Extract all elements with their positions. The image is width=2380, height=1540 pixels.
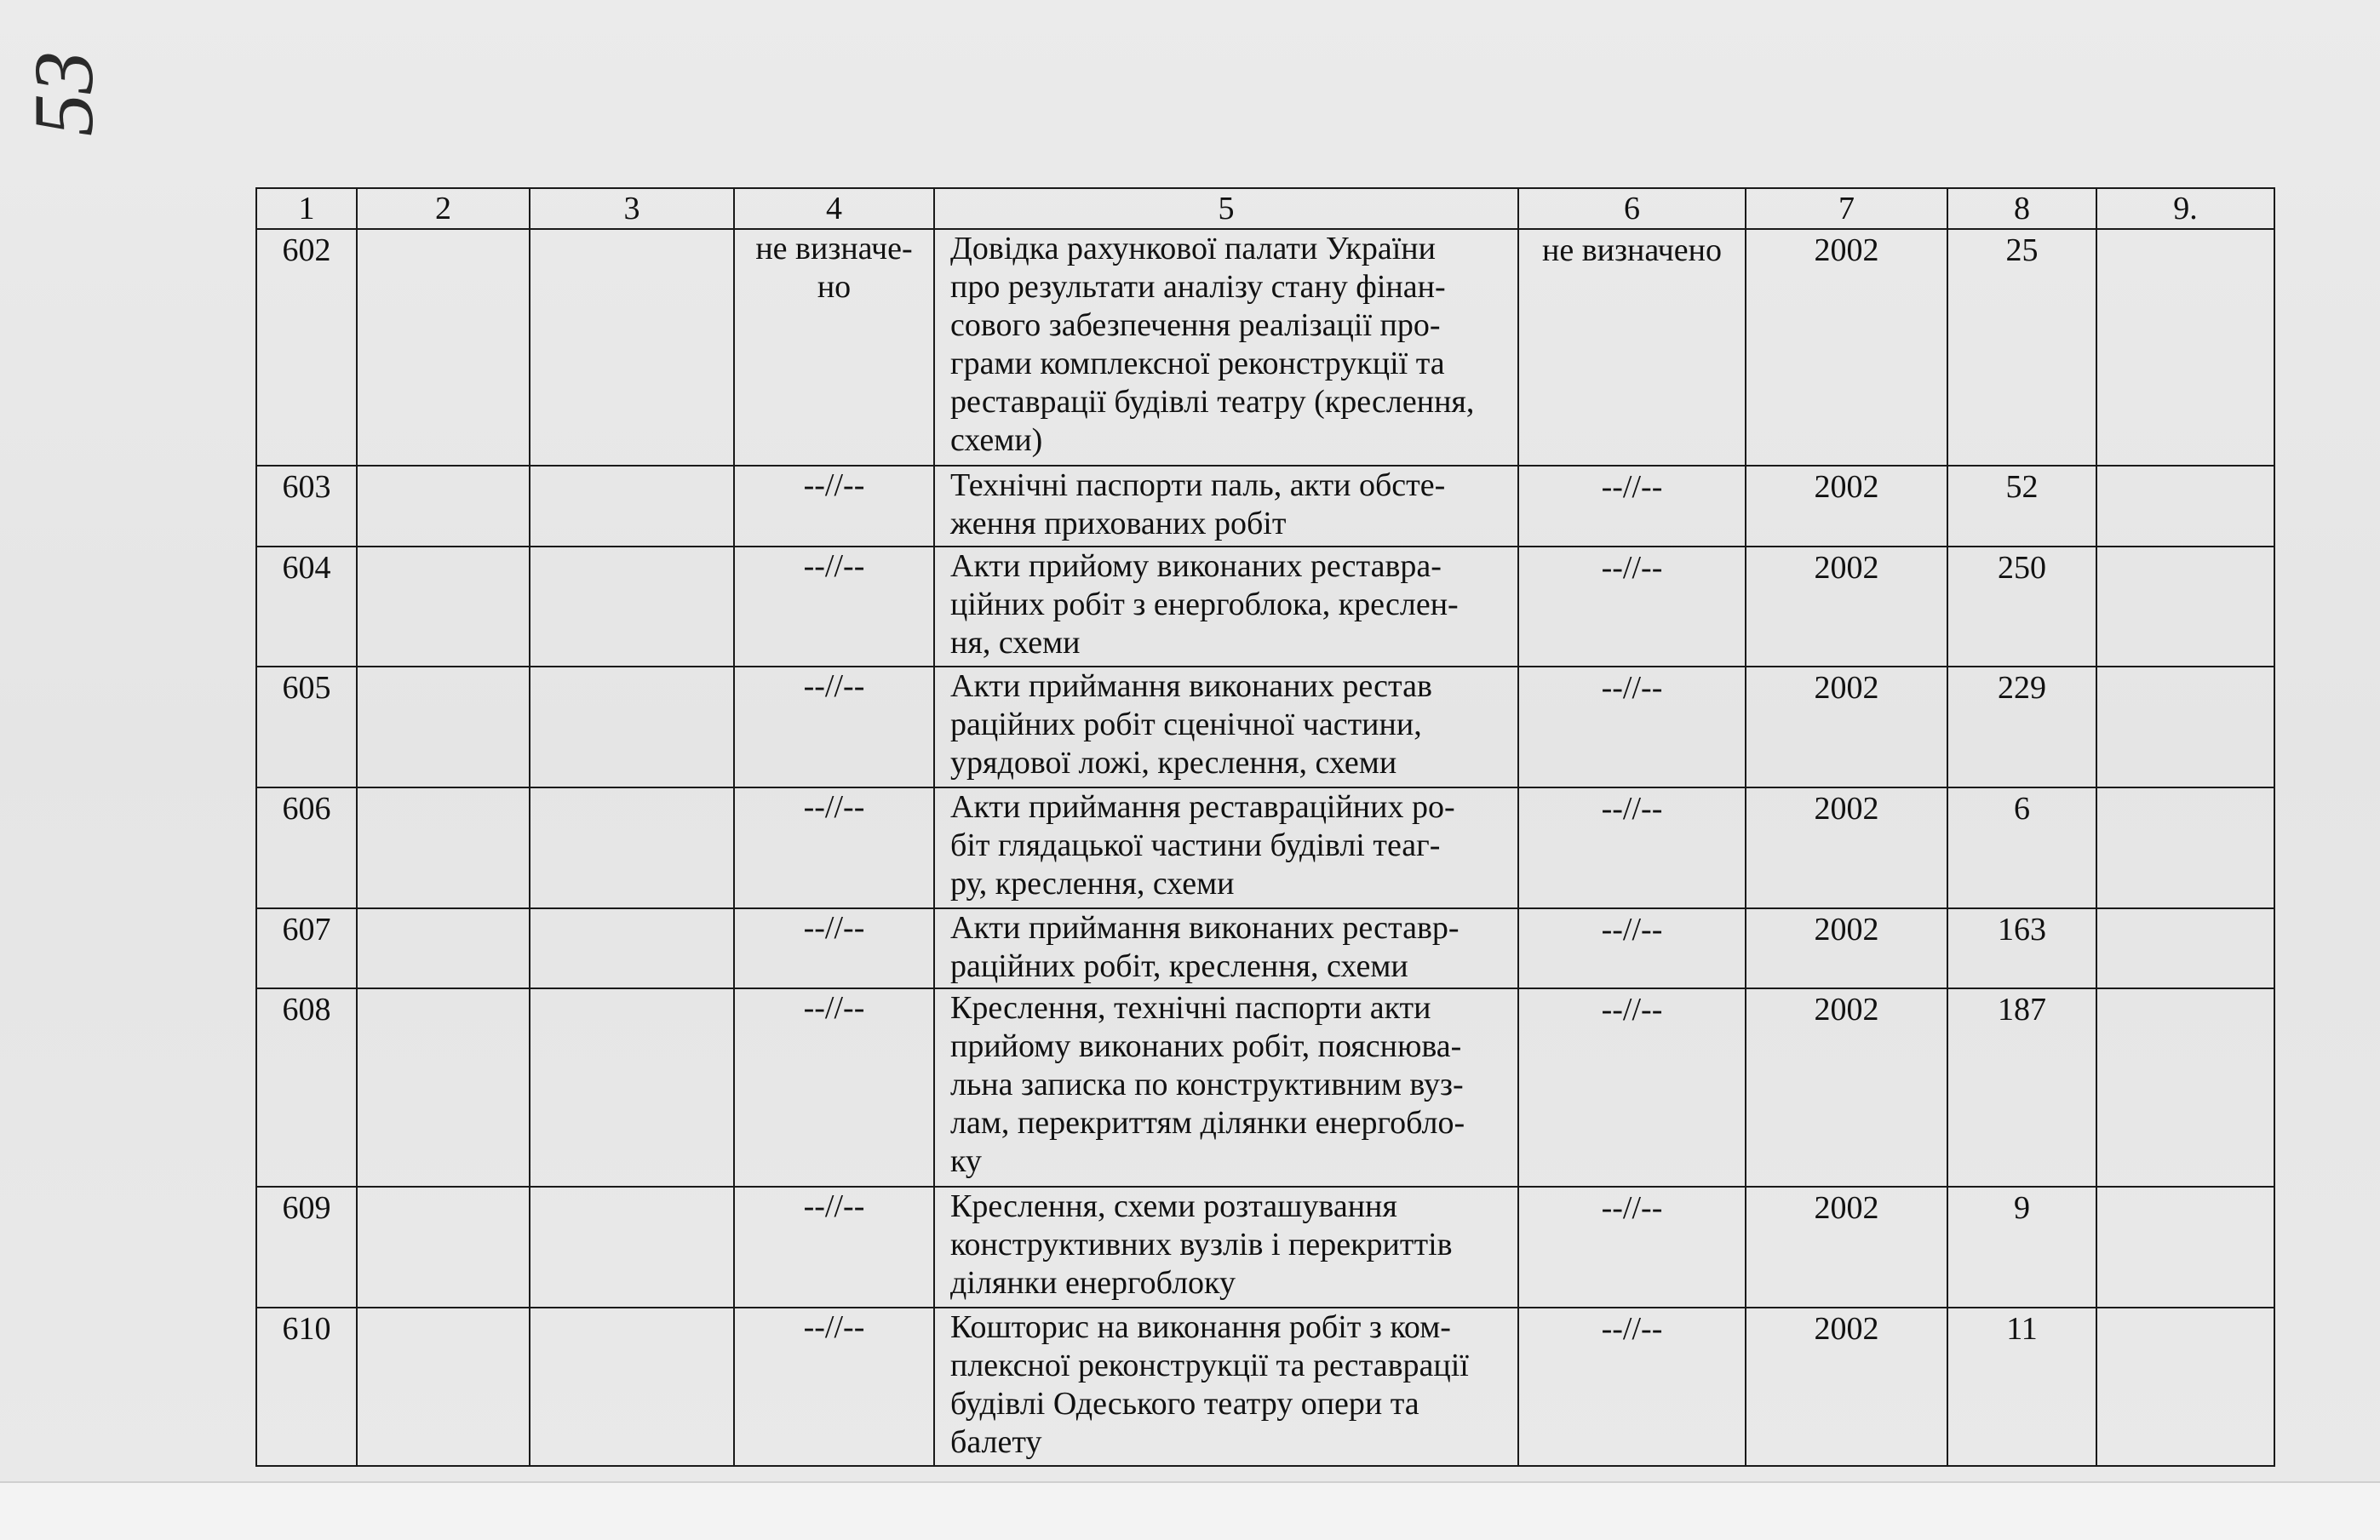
cell-col-2: [357, 667, 530, 787]
table-row: [256, 229, 2274, 466]
description-line: Креслення, схеми розташування: [950, 1188, 1397, 1224]
header-col-9: 9.: [2096, 188, 2274, 229]
description-line: конструктивних вузлів і перекриттів: [950, 1227, 1453, 1262]
col-4-line: --//--: [803, 467, 865, 503]
cell-col-9: [2096, 547, 2274, 667]
description-line: льна записка по конструктивним вуз-: [950, 1067, 1464, 1102]
header-col-2: 2: [357, 188, 530, 229]
description-line: біт глядацької частини будівлі теаг-: [950, 827, 1441, 863]
cell-sheet-count: 11: [1947, 1308, 2096, 1466]
cell-sheet-count: 229: [1947, 667, 2096, 787]
description-line: раційних робіт сценічної частини,: [950, 707, 1422, 742]
header-col-7: 7: [1746, 188, 1947, 229]
description-line: сового забезпечення реалізації про-: [950, 307, 1441, 343]
cell-col-2: [357, 787, 530, 908]
cell-year: 2002: [1746, 908, 1947, 988]
cell-col-6: --//--: [1518, 1187, 1746, 1308]
cell-description: [934, 988, 1518, 1187]
cell-col-9: [2096, 229, 2274, 466]
description-line: Акти приймання виконаних реставр-: [950, 910, 1460, 946]
cell-description: [934, 229, 1518, 466]
cell-col-6: --//--: [1518, 787, 1746, 908]
col-4-line: --//--: [803, 1188, 865, 1224]
cell-col-4: [734, 547, 934, 667]
cell-year: 2002: [1746, 547, 1947, 667]
inventory-table: [255, 187, 2275, 1467]
table-row: [256, 1308, 2274, 1466]
cell-year: 2002: [1746, 787, 1947, 908]
cell-description: [934, 547, 1518, 667]
table-row: [256, 908, 2274, 988]
description-line: про результати аналізу стану фінан-: [950, 269, 1446, 305]
col-4-line: --//--: [803, 1309, 865, 1345]
cell-col-6: --//--: [1518, 547, 1746, 667]
cell-item-number: 604: [256, 547, 357, 667]
cell-col-9: [2096, 466, 2274, 547]
col-4-line: не визначе-: [755, 231, 913, 266]
cell-year: 2002: [1746, 229, 1947, 466]
cell-description: [934, 667, 1518, 787]
description-line: грами комплексної реконструкції та: [950, 346, 1445, 381]
cell-col-9: [2096, 667, 2274, 787]
cell-col-6: --//--: [1518, 1308, 1746, 1466]
cell-col-2: [357, 229, 530, 466]
cell-col-9: [2096, 1308, 2274, 1466]
cell-item-number: 610: [256, 1308, 357, 1466]
description-line: Довідка рахункової палати України: [950, 231, 1436, 266]
header-col-8: 8: [1947, 188, 2096, 229]
cell-col-6: --//--: [1518, 988, 1746, 1187]
cell-col-3: [530, 229, 734, 466]
cell-item-number: 609: [256, 1187, 357, 1308]
cell-col-6: не визначено: [1518, 229, 1746, 466]
description-line: схеми): [950, 422, 1043, 458]
cell-col-3: [530, 667, 734, 787]
table-row: [256, 466, 2274, 547]
cell-col-4: [734, 1308, 934, 1466]
description-line: урядової ложі, креслення, схеми: [950, 745, 1397, 781]
cell-col-3: [530, 547, 734, 667]
cell-sheet-count: 163: [1947, 908, 2096, 988]
header-row: [256, 188, 2274, 229]
cell-col-6: --//--: [1518, 908, 1746, 988]
cell-col-4: [734, 466, 934, 547]
cell-col-6: --//--: [1518, 466, 1746, 547]
cell-sheet-count: 52: [1947, 466, 2096, 547]
description-line: ділянки енергоблоку: [950, 1265, 1236, 1301]
cell-col-2: [357, 1308, 530, 1466]
cell-description: [934, 908, 1518, 988]
cell-item-number: 606: [256, 787, 357, 908]
cell-description: [934, 1187, 1518, 1308]
header-col-3: 3: [530, 188, 734, 229]
table-row: [256, 1187, 2274, 1308]
cell-col-9: [2096, 988, 2274, 1187]
cell-year: 2002: [1746, 466, 1947, 547]
cell-sheet-count: 250: [1947, 547, 2096, 667]
cell-description: [934, 1308, 1518, 1466]
col-4-line: --//--: [803, 789, 865, 825]
description-line: раційних робіт, креслення, схеми: [950, 948, 1408, 984]
description-line: Креслення, технічні паспорти акти: [950, 990, 1431, 1026]
cell-sheet-count: 25: [1947, 229, 2096, 466]
cell-sheet-count: 187: [1947, 988, 2096, 1187]
page-bottom-edge: [0, 1481, 2380, 1540]
cell-col-2: [357, 547, 530, 667]
description-line: Акти приймання виконаних рестав: [950, 668, 1432, 704]
cell-col-3: [530, 466, 734, 547]
description-line: ку: [950, 1143, 982, 1179]
cell-description: [934, 466, 1518, 547]
cell-col-4: [734, 988, 934, 1187]
description-line: Акти прийому виконаних реставра-: [950, 548, 1442, 584]
cell-col-3: [530, 1308, 734, 1466]
description-line: лам, перекриттям ділянки енергобло-: [950, 1105, 1465, 1141]
description-line: реставрації будівлі театру (креслення,: [950, 384, 1475, 420]
cell-sheet-count: 6: [1947, 787, 2096, 908]
col-4-line: --//--: [803, 910, 865, 946]
cell-item-number: 603: [256, 466, 357, 547]
handwritten-page-number: 53: [16, 51, 111, 136]
cell-col-3: [530, 1187, 734, 1308]
header-col-5: 5: [934, 188, 1518, 229]
table-header: [256, 188, 2274, 229]
cell-col-2: [357, 1187, 530, 1308]
cell-col-3: [530, 908, 734, 988]
cell-col-4: [734, 667, 934, 787]
cell-col-4: [734, 787, 934, 908]
cell-sheet-count: 9: [1947, 1187, 2096, 1308]
header-col-6: 6: [1518, 188, 1746, 229]
cell-item-number: 605: [256, 667, 357, 787]
table-row: [256, 988, 2274, 1187]
cell-col-3: [530, 988, 734, 1187]
cell-col-9: [2096, 787, 2274, 908]
cell-item-number: 608: [256, 988, 357, 1187]
cell-year: 2002: [1746, 1308, 1947, 1466]
table-body: [256, 229, 2274, 1466]
col-4-line: --//--: [803, 548, 865, 584]
cell-col-4: [734, 1187, 934, 1308]
cell-col-2: [357, 466, 530, 547]
cell-col-2: [357, 908, 530, 988]
cell-item-number: 607: [256, 908, 357, 988]
cell-col-3: [530, 787, 734, 908]
cell-col-6: --//--: [1518, 667, 1746, 787]
col-4-line: --//--: [803, 990, 865, 1026]
description-line: плексної реконструкції та реставрації: [950, 1348, 1469, 1383]
cell-item-number: 602: [256, 229, 357, 466]
header-col-1: 1: [256, 188, 357, 229]
description-line: ження прихованих робіт: [950, 506, 1287, 541]
description-line: Кошторис на виконання робіт з ком-: [950, 1309, 1451, 1345]
cell-col-4: [734, 229, 934, 466]
col-4-line: --//--: [803, 668, 865, 704]
table-row: [256, 787, 2274, 908]
cell-col-9: [2096, 1187, 2274, 1308]
cell-year: 2002: [1746, 988, 1947, 1187]
inventory-table-container: [255, 187, 2274, 1467]
description-line: ру, креслення, схеми: [950, 866, 1235, 902]
col-4-line: но: [817, 269, 852, 305]
cell-col-9: [2096, 908, 2274, 988]
description-line: балету: [950, 1424, 1042, 1460]
cell-year: 2002: [1746, 667, 1947, 787]
description-line: будівлі Одеського театру опери та: [950, 1386, 1419, 1422]
cell-col-4: [734, 908, 934, 988]
description-line: прийому виконаних робіт, пояснюва-: [950, 1028, 1462, 1064]
cell-col-2: [357, 988, 530, 1187]
description-line: ційних робіт з енергоблока, креслен-: [950, 587, 1459, 622]
description-line: Технічні паспорти паль, акти обсте-: [950, 467, 1446, 503]
table-row: [256, 667, 2274, 787]
description-line: Акти приймання реставраційних ро-: [950, 789, 1455, 825]
header-col-4: 4: [734, 188, 934, 229]
cell-year: 2002: [1746, 1187, 1947, 1308]
table-row: [256, 547, 2274, 667]
description-line: ня, схеми: [950, 625, 1081, 661]
cell-description: [934, 787, 1518, 908]
